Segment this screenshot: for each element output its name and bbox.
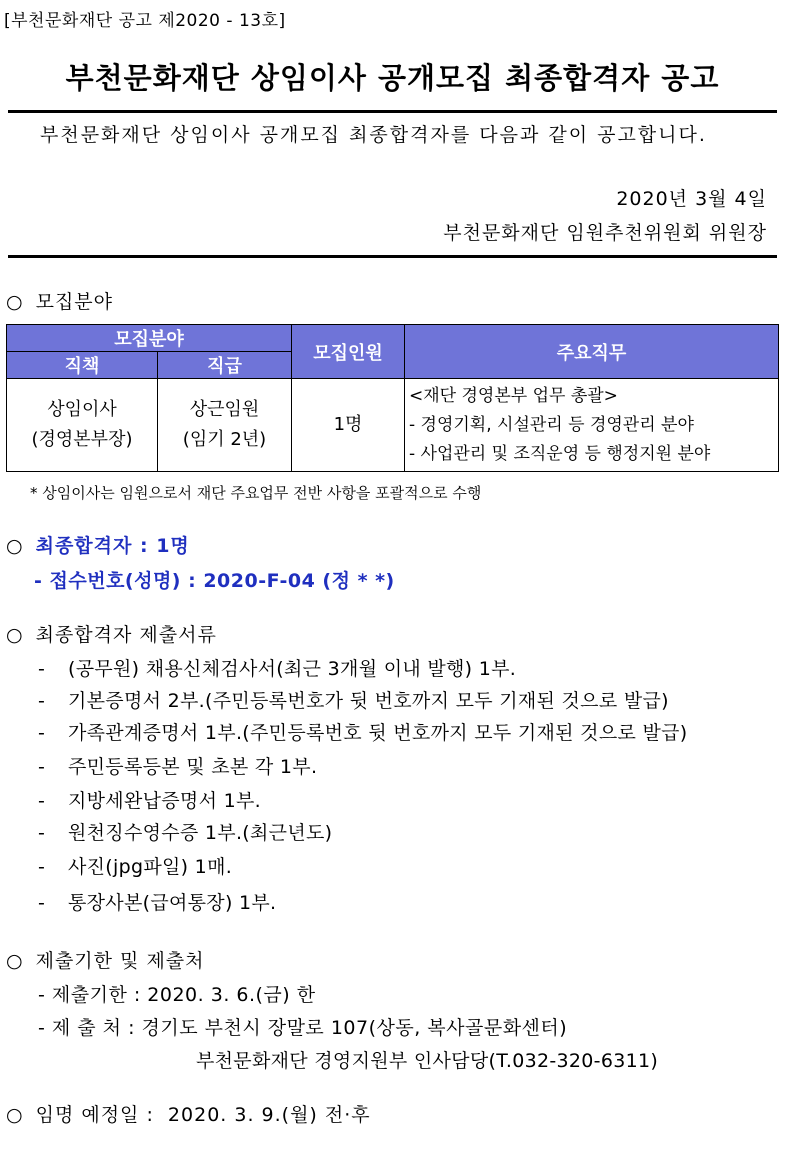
circle-bullet-icon: ○ xyxy=(6,624,24,646)
list-item: - 사진(jpg파일) 1매. xyxy=(38,856,233,878)
final-section-heading xyxy=(6,531,190,558)
cell-duties xyxy=(405,379,779,472)
header-recruit-count: 모집인원 xyxy=(292,325,405,379)
position-detail: (경영본부장) xyxy=(31,429,133,450)
list-item: - 통장사본(급여통장) 1부. xyxy=(38,892,277,914)
documents-section-heading xyxy=(6,620,217,647)
deadline-section-title: 제출기한 및 제출처 xyxy=(35,950,205,972)
intro-text: 부천문화재단 상임이사 공개모집 최종합격자를 다음과 같이 공고합니다. xyxy=(40,124,707,146)
page-title: 부천문화재단 상임이사 공개모집 최종합격자 공고 xyxy=(65,61,720,95)
notice-number: [부천문화재단 공고 제2020 - 13호] xyxy=(4,11,286,31)
rank-term: (임기 2년) xyxy=(182,429,267,450)
documents-section-title: 최종합격자 제출서류 xyxy=(35,624,217,646)
recruit-section-title: 모집분야 xyxy=(35,291,114,313)
circle-bullet-icon: ○ xyxy=(6,1104,24,1126)
intro-divider xyxy=(8,255,777,258)
submission-contact-line: 부천문화재단 경영지원부 인사담당(T.032-320-6311) xyxy=(196,1050,659,1072)
list-item: - 원천징수영수증 1부.(최근년도) xyxy=(38,822,333,844)
list-item: - 가족관계증명서 1부.(주민등록번호 뒷 번호까지 모두 기재된 것으로 발급) xyxy=(38,722,688,744)
deadline-line: - 제출기한 : 2020. 3. 6.(금) 한 xyxy=(38,984,316,1006)
list-item: - 지방세완납증명서 1부. xyxy=(38,790,261,812)
duty-item: - 경영기획, 시설관리 등 경영관리 분야 xyxy=(409,414,694,435)
position-name: 상임이사 xyxy=(47,399,117,420)
receipt-number-line: - 접수번호(성명) : 2020-F-04 (정 * *) xyxy=(34,570,395,592)
list-item: - (공무원) 채용신체검사서(최근 3개월 이내 발행) 1부. xyxy=(38,658,517,680)
rank-name: 상근임원 xyxy=(189,399,260,420)
header-position: 직책 xyxy=(7,352,158,379)
cell-position xyxy=(7,379,158,472)
submission-place-line: - 제 출 처 : 경기도 부천시 장말로 107(상동, 복사골문화센터) xyxy=(38,1017,568,1039)
final-section-title: 최종합격자 : 1명 xyxy=(35,535,190,557)
header-group-recruit-field: 모집분야 xyxy=(7,325,292,352)
header-rank: 직급 xyxy=(158,352,292,379)
notice-date: 2020년 3월 4일 xyxy=(616,188,767,210)
list-item: - 주민등록등본 및 초본 각 1부. xyxy=(38,756,318,778)
recruit-table xyxy=(6,324,779,472)
circle-bullet-icon: ○ xyxy=(6,950,24,972)
notice-signer: 부천문화재단 임원추천위원회 위원장 xyxy=(443,222,767,244)
deadline-section-heading xyxy=(6,946,205,973)
header-main-duties: 주요직무 xyxy=(405,325,779,379)
recruit-footnote: * 상임이사는 임원으로서 재단 주요업무 전반 사항을 포괄적으로 수행 xyxy=(30,484,482,502)
circle-bullet-icon: ○ xyxy=(6,535,24,557)
circle-bullet-icon: ○ xyxy=(6,291,24,313)
cell-count: 1명 xyxy=(292,379,405,472)
cell-rank xyxy=(158,379,292,472)
title-divider xyxy=(8,110,777,113)
list-item: - 기본증명서 2부.(주민등록번호가 뒷 번호까지 모두 기재된 것으로 발급) xyxy=(38,690,669,712)
duty-item: - 사업관리 및 조직운영 등 행정지원 분야 xyxy=(409,443,711,464)
table-row xyxy=(7,379,779,472)
recruit-section-heading xyxy=(6,287,113,314)
appointment-text: 임명 예정일 : 2020. 3. 9.(월) 전·후 xyxy=(35,1104,371,1126)
duty-title: <재단 경영본부 업무 총괄> xyxy=(409,385,618,406)
appointment-line xyxy=(6,1100,371,1127)
